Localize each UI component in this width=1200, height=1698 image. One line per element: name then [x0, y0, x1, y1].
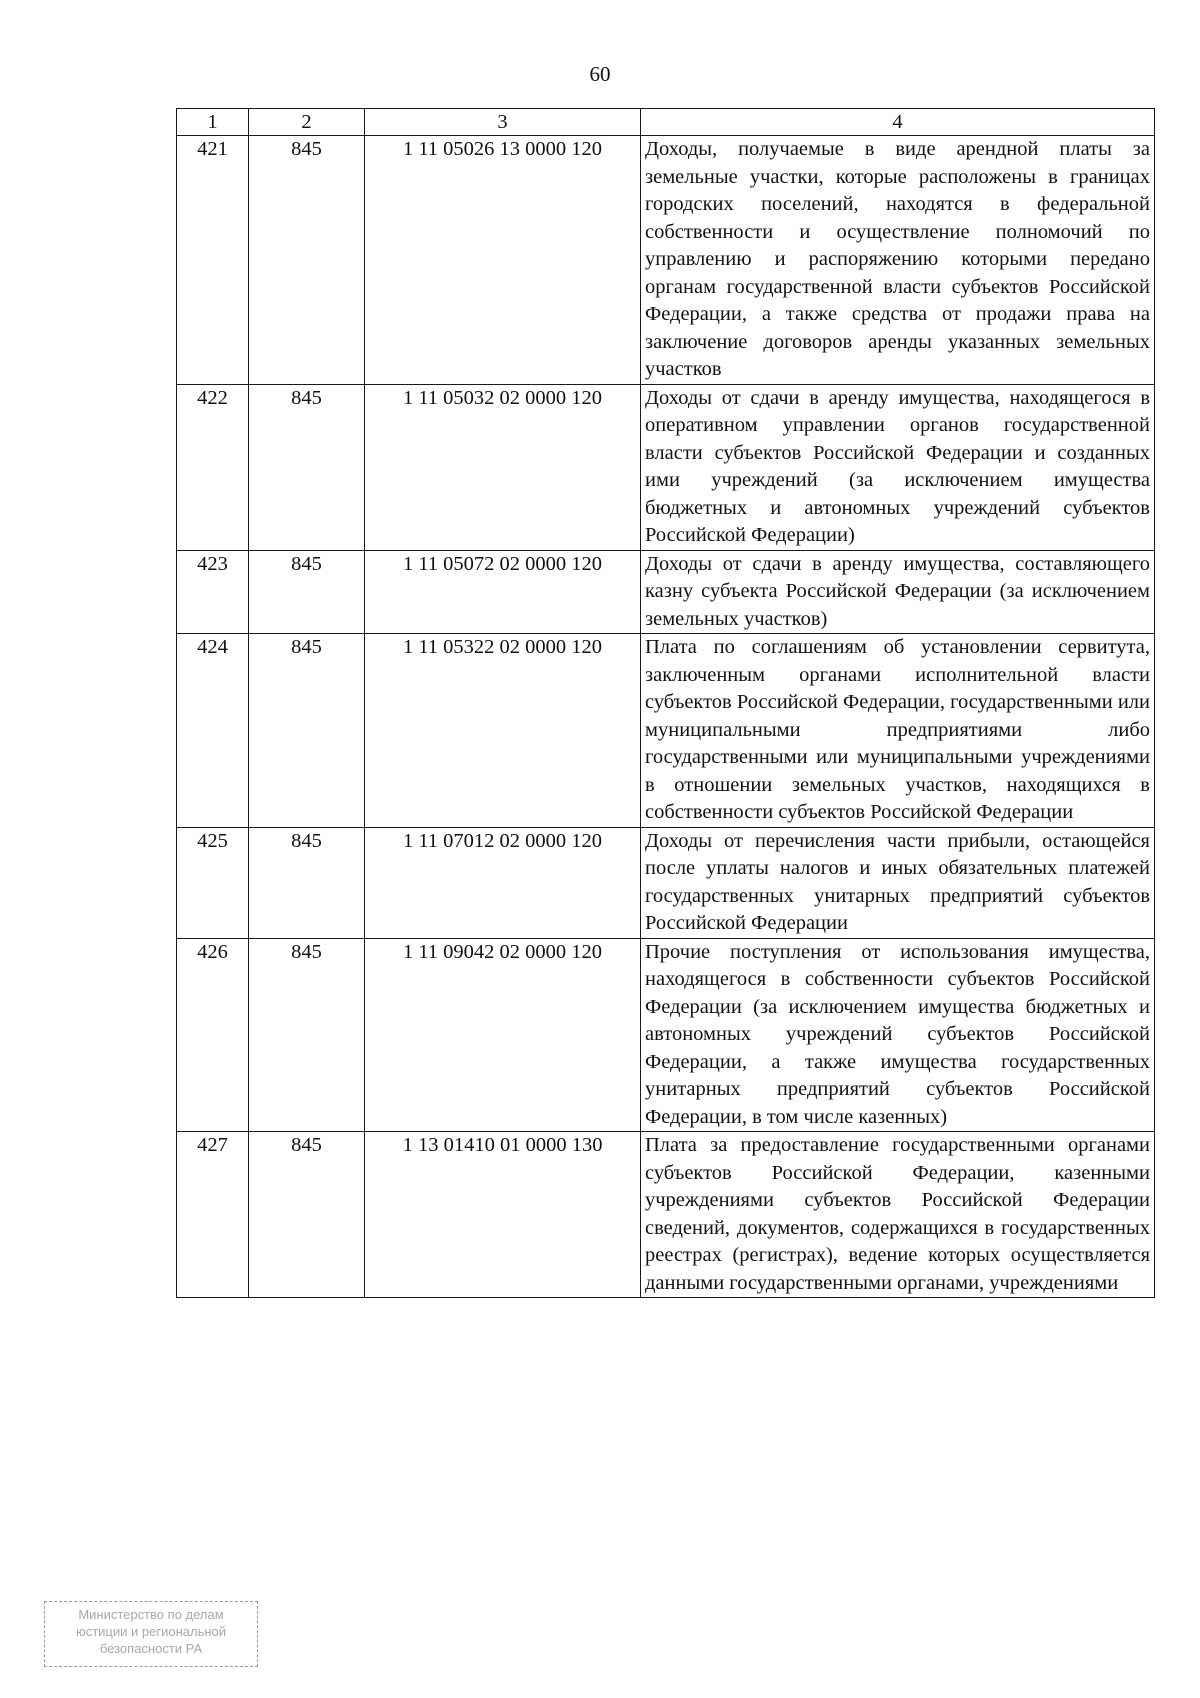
revenue-description: Плата по соглашениям об установлении сервитута, заключенным органами исполнительной власти субъектов Российской Федерации, государственными или муниципальными предприятиями либо государственными или муниципальными учреждениями в отношении земельных участков, находящихся в собственности субъектов Российской Федерации: [641, 634, 1155, 828]
budget-classification-code: 1 11 05322 02 0000 120: [365, 634, 641, 828]
table-row: [177, 136, 1155, 385]
administrator-code: 845: [249, 136, 365, 385]
table-row: [177, 827, 1155, 938]
table-row: [177, 384, 1155, 550]
administrator-code: 845: [249, 1132, 365, 1298]
stamp-line: безопасности РА: [99, 1641, 203, 1656]
row-number: 425: [177, 827, 249, 938]
page-number: 60: [589, 62, 611, 86]
revenue-codes-table: [176, 108, 1155, 1298]
table-row: [177, 634, 1155, 828]
table-row: [177, 1132, 1155, 1298]
administrator-code: 845: [249, 634, 365, 828]
table-header-row: [177, 109, 1155, 136]
header-col-4: 4: [641, 109, 1155, 136]
administrator-code: 845: [249, 384, 365, 550]
budget-classification-code: 1 11 05026 13 0000 120: [365, 136, 641, 385]
administrator-code: 845: [249, 550, 365, 634]
row-number: 427: [177, 1132, 249, 1298]
row-number: 422: [177, 384, 249, 550]
stamp-line: Министерство по делам: [78, 1607, 224, 1622]
header-col-2: 2: [249, 109, 365, 136]
row-number: 426: [177, 938, 249, 1132]
stamp-line: юстиции и региональной: [75, 1624, 227, 1639]
table-row: [177, 550, 1155, 634]
budget-classification-code: 1 11 07012 02 0000 120: [365, 827, 641, 938]
row-number: 424: [177, 634, 249, 828]
budget-classification-code: 1 11 05032 02 0000 120: [365, 384, 641, 550]
administrator-code: 845: [249, 938, 365, 1132]
budget-classification-code: 1 11 09042 02 0000 120: [365, 938, 641, 1132]
budget-classification-code: 1 11 05072 02 0000 120: [365, 550, 641, 634]
table-row: [177, 938, 1155, 1132]
budget-classification-code: 1 13 01410 01 0000 130: [365, 1132, 641, 1298]
row-number: 423: [177, 550, 249, 634]
row-number: 421: [177, 136, 249, 385]
revenue-description: Доходы, получаемые в виде арендной платы за земельные участки, которые расположены в границах городских поселений, находятся в федеральной собственности и осуществление полномочий по управлению и распоряжению которыми передано органам государственной власти субъектов Российской Федерации, а также средства от продажи права на заключение договоров аренды указанных земельных участков: [641, 136, 1155, 385]
revenue-description: Прочие поступления от использования имущества, находящегося в собственности субъектов Российской Федерации (за исключением имущества бюджетных и автономных учреждений субъектов Российской Федерации, а также имущества государственных унитарных предприятий субъектов Российской Федерации, в том числе казенных): [641, 938, 1155, 1132]
revenue-description: Доходы от перечисления части прибыли, остающейся после уплаты налогов и иных обязательных платежей государственных унитарных предприятий субъектов Российской Федерации: [641, 827, 1155, 938]
revenue-description: Доходы от сдачи в аренду имущества, находящегося в оперативном управлении органов государственной власти субъектов Российской Федерации и созданных ими учреждений (за исключением имущества бюджетных и автономных учреждений субъектов Российской Федерации): [641, 384, 1155, 550]
header-col-3: 3: [365, 109, 641, 136]
header-col-1: 1: [177, 109, 249, 136]
administrator-code: 845: [249, 827, 365, 938]
revenue-description: Плата за предоставление государственными органами субъектов Российской Федерации, казенными учреждениями субъектов Российской Федерации сведений, документов, содержащихся в государственных реестрах (регистрах), ведение которых осуществляется данными государственными органами, учреждениями: [641, 1132, 1155, 1298]
revenue-description: Доходы от сдачи в аренду имущества, составляющего казну субъекта Российской Федерации (за исключением земельных участков): [641, 550, 1155, 634]
ministry-stamp: [44, 1601, 258, 1667]
